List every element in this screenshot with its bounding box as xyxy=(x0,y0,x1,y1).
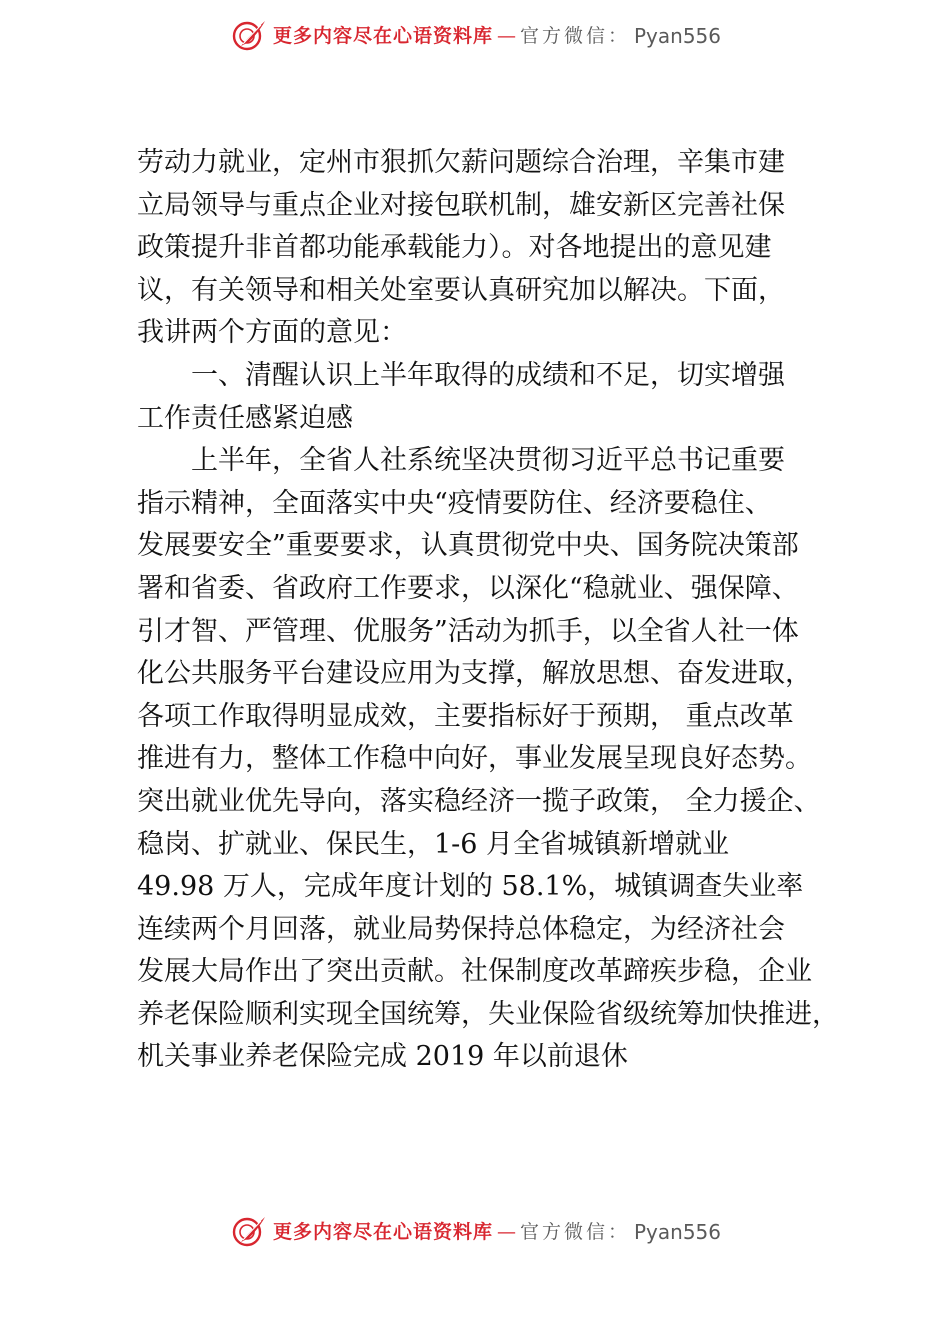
footer-banner xyxy=(0,1210,950,1254)
paragraph-start-line: 上半年，全省人社系统坚决贯彻习近平总书记重要 xyxy=(191,445,785,477)
text-line: 各项工作取得明显成效，主要指标好于预期， 重点改革 xyxy=(137,700,794,732)
banner-wechat-handle: Pyan556 xyxy=(634,24,722,48)
text-line: 议，有关领导和相关处室要认真研究加以解决。下面， xyxy=(137,274,785,306)
text-line: 政策提升非首都功能承载能力）。对各地提出的意见建 xyxy=(137,232,772,264)
text-line: 突出就业优先导向，落实稳经济一揽子政策， 全力援企、 xyxy=(137,785,821,817)
text-line: 稳岗、扩就业、保民生，1-6 月全省城镇新增就业 xyxy=(137,828,730,860)
text-line: 发展大局作出了突出贡献。社保制度改革蹄疾步稳，企业 xyxy=(137,956,812,988)
text-line: 养老保险顺利实现全国统筹，失业保险省级统筹加快推进， xyxy=(137,998,839,1030)
banner-dash: — xyxy=(496,25,516,47)
banner-brand-text: 更多内容尽在心语资料库 xyxy=(272,25,493,47)
text-line: 49.98 万人，完成年度计划的 58.1%，城镇调查失业率 xyxy=(137,871,804,903)
text-line: 指示精神，全面落实中央“疫情要防住、经济要稳住、 xyxy=(137,487,772,519)
section-heading-line: 工作责任感紧迫感 xyxy=(137,402,353,434)
feather-seal-logo-icon xyxy=(229,16,269,56)
text-line: 署和省委、省政府工作要求，以深化“稳就业、强保障、 xyxy=(137,572,799,604)
banner-wechat-label: 官方微信： xyxy=(519,1221,630,1243)
banner-wechat-handle: Pyan556 xyxy=(634,1220,722,1244)
text-line: 引才智、严管理、优服务”活动为抓手，以全省人社一体 xyxy=(137,615,799,647)
text-line: 连续两个月回落，就业局势保持总体稳定，为经济社会 xyxy=(137,913,785,945)
header-banner xyxy=(0,14,950,58)
text-line: 劳动力就业，定州市狠抓欠薪问题综合治理，辛集市建 xyxy=(137,147,785,178)
text-line: 机关事业养老保险完成 2019 年以前退休 xyxy=(137,1041,628,1073)
text-line: 推进有力，整体工作稳中向好，事业发展呈现良好态势。 xyxy=(137,743,812,775)
section-heading-line: 一、清醒认识上半年取得的成绩和不足，切实增强 xyxy=(191,359,785,391)
text-line: 立局领导与重点企业对接包联机制，雄安新区完善社保 xyxy=(137,189,785,221)
banner-dash: — xyxy=(496,1221,516,1243)
text-line: 我讲两个方面的意见： xyxy=(137,317,407,349)
text-line: 化公共服务平台建设应用为支撑，解放思想、奋发进取， xyxy=(137,658,812,690)
feather-seal-logo-icon xyxy=(229,1212,269,1252)
banner-wechat-label: 官方微信： xyxy=(519,25,630,47)
text-line: 发展要安全”重要要求，认真贯彻党中央、国务院决策部 xyxy=(137,530,799,562)
banner-brand-text: 更多内容尽在心语资料库 xyxy=(272,1221,493,1243)
document-body xyxy=(137,142,837,1079)
